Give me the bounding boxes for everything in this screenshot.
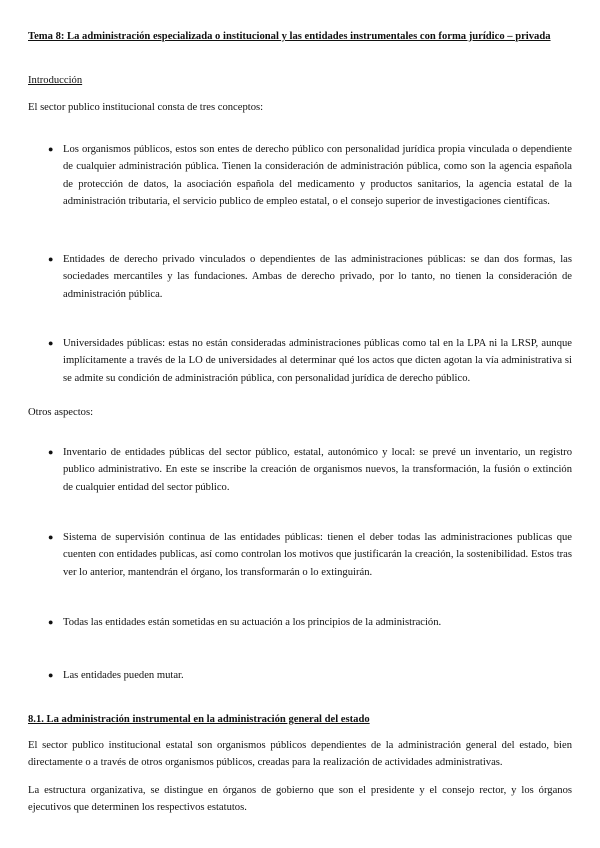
bullet-icon: ●	[48, 338, 54, 348]
list-item: Inventario de entidades públicas del sector público, estatal, autonómico y local: se prevé un inventario, un registro publico administrativo. En este se inscribe la creación de organismos nuevos, la transformación, la fusión o extinción de cualquier entidad del sector público.	[63, 447, 572, 493]
section-paragraph: La estructura organizativa, se distingue en órganos de gobierno que son el presidente y el consejo rector, y los órganos ejecutivos que determinen los respectivos estatutos.	[28, 785, 572, 814]
list-item: Las entidades pueden mutar.	[63, 670, 184, 681]
intro-heading: Introducción	[28, 75, 83, 86]
bullet-icon: ●	[48, 254, 54, 264]
bullet-icon: ●	[48, 670, 54, 680]
bullet-icon: ●	[48, 617, 54, 627]
intro-text: El sector publico institucional consta de tres conceptos:	[28, 102, 264, 113]
bullet-icon: ●	[48, 447, 54, 457]
section-paragraph: El sector publico institucional estatal son organismos públicos dependientes de la administración general del estado, bien directamente o a través de otros organismos públicos, creadas para la realización de actividades administrativas.	[28, 740, 572, 769]
list-item: Entidades de derecho privado vinculados o dependientes de las administraciones públicas: se dan dos formas, las sociedades mercantiles y las fundaciones. Ambas de derecho privado, por lo tanto, no tienen la consideración de administración pública.	[63, 254, 572, 300]
document-title: Tema 8: La administración especializada o institucional y las entidades instrumentales con forma jurídico – privada	[28, 31, 551, 42]
list-item: Sistema de supervisión continua de las entidades públicas: tienen el deber todas las administraciones publicas que cuenten con entidades publicas, así como controlan los motivos que justificarán la creación, la sostenibilidad. Estos tras ver lo anterior, mantendrán el órgano, los transformarán o lo extinguirán.	[63, 532, 572, 578]
list-item: Los organismos públicos, estos son entes de derecho público con personalidad jurídica propia vinculada o dependiente de cualquier administración pública. Tienen la consideración de administración pública, como son la agencia española de protección de datos, la asociación española del medicamento y productos sanitarios, la agencia estatal de la administración tributaria, el servicio publico de empleo estatal, o el consejo superior de investigaciones científicas.	[63, 144, 572, 208]
section-heading: 8.1. La administración instrumental en la administración general del estado	[28, 714, 370, 725]
other-aspects-heading: Otros aspectos:	[28, 407, 94, 418]
list-item: Universidades públicas: estas no están consideradas administraciones públicas como tal en la LPA ni la LRSP, aunque implícitamente a través de la LO de universidades al determinar qué los actos que dicten agotan la vía administrativa si se admite su condición de administración pública, con personalidad jurídica de derecho público.	[63, 338, 572, 384]
bullet-icon: ●	[48, 144, 54, 154]
list-item: Todas las entidades están sometidas en su actuación a los principios de la administración.	[63, 617, 442, 628]
bullet-icon: ●	[48, 532, 54, 542]
